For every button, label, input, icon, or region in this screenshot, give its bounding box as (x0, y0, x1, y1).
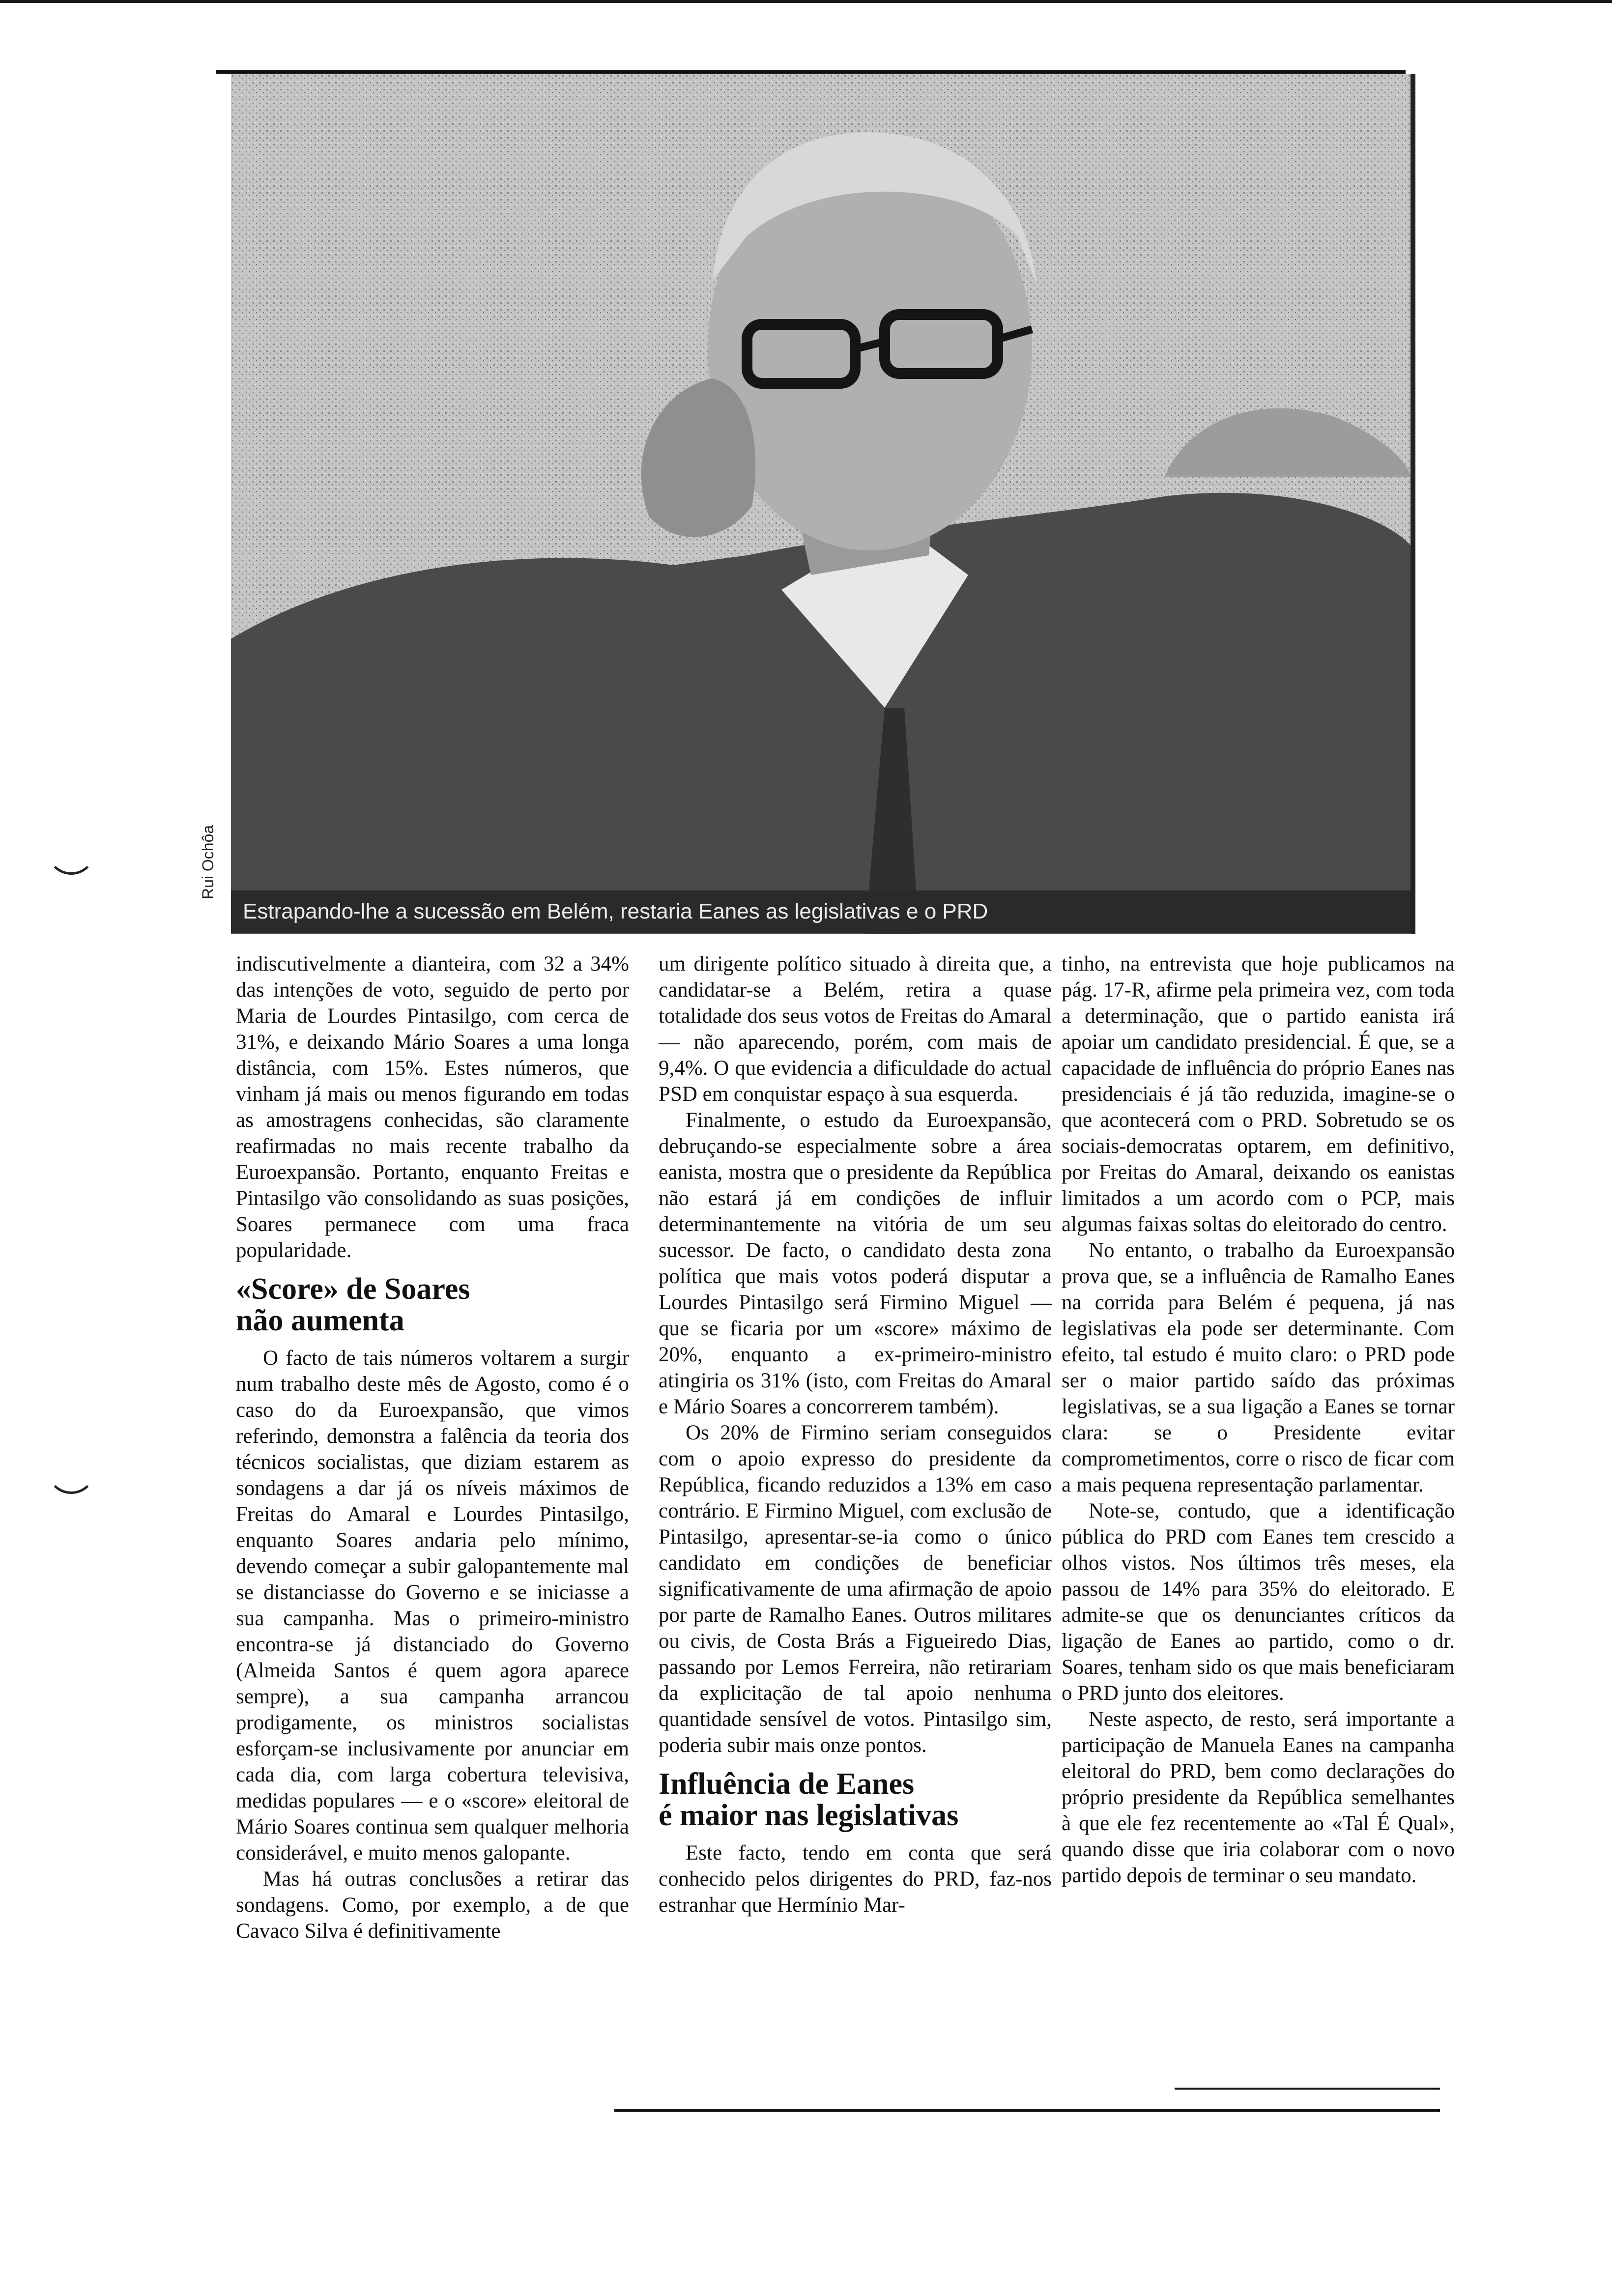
page-top-edge (0, 0, 1612, 3)
top-rule (216, 70, 1406, 74)
bottom-rule (614, 2109, 1440, 2112)
article-column-2 (659, 951, 1052, 1918)
end-rule (1175, 2088, 1440, 2090)
subheading-line: é maior nas legislativas (659, 1799, 959, 1832)
binder-hole-mark (47, 848, 96, 875)
subheading-line: Influência de Eanes (659, 1767, 915, 1801)
news-photo (231, 74, 1415, 934)
paragraph: Este facto, tendo em conta que será conhecido pelos dirigentes do PRD, faz-nos estranhar que Hermínio Mar- (659, 1841, 1052, 1917)
paragraph: Neste aspecto, de resto, será importante a participação de Manuela Eanes na campanha eleitoral do PRD, bem como declarações do próprio presidente da República semelhantes à que ele fez recentemente ao «Tal É Qual», quando disse que iria colaborar com o novo partido depois de terminar o seu mandato. (1062, 1708, 1455, 1887)
portrait-figure (231, 74, 1410, 934)
paragraph: indiscutivelmente a dianteira, com 32 a 34% das intenções de voto, seguido de perto por Maria de Lourdes Pintasilgo, com cerca de 31%, e deixando Mário Soares a uma longa distância, com 15%. Estes números, que vinham já mais ou menos figurando em todas as amostragens conhecidas, são claramente reafirmadas no mais recente trabalho da Euroexpansão. Portanto, enquanto Freitas e Pintasilgo vão consolidando as suas posições, Soares permanece com uma fraca popularidade. (236, 952, 629, 1262)
subheading-score (236, 1273, 629, 1336)
article-column-3 (1062, 951, 1455, 1889)
paragraph: um dirigente político situado à direita que, a candidatar-se a Belém, retira a quase totalidade dos seus votos de Freitas do Amaral — não aparecendo, porém, com mais de 9,4%. O que evidencia a dificuldade do actual PSD em conquistar espaço à sua esquerda. (659, 952, 1052, 1106)
subheading-influencia (659, 1768, 1052, 1831)
paragraph: No entanto, o trabalho da Euroexpansão prova que, se a influência de Ramalho Eanes na corrida para Belém é pequena, já nas legislativas ela pode ser determinante. Com efeito, tal estudo é muito claro: o PRD pode ser o maior partido saído das próximas legislativas, se a sua ligação a Eanes se tornar clara: se o Presidente evitar comprometimentos, corre o risco de ficar com a mais pequena representação parlamentar. (1062, 1239, 1455, 1496)
paragraph: Os 20% de Firmino seriam conseguidos com o apoio expresso do presidente da República, ficando reduzidos a 13% em caso contrário. E Firmino Miguel, com exclusão de Pintasilgo, apresentar-se-ia como o único candidato em condições de beneficiar significativamente de uma afirmação de apoio por parte de Ramalho Eanes. Outros militares ou civis, de Costa Brás a Figueiredo Dias, passando por Lemos Ferreira, não retirariam da explicitação de tal apoio nenhuma quantidade sensível de votos. Pintasilgo sim, poderia subir mais onze pontos. (659, 1421, 1052, 1757)
paragraph: Mas há outras conclusões a retirar das sondagens. Como, por exemplo, a de que Cavaco Silva é definitivamente (236, 1867, 629, 1943)
paragraph: Finalmente, o estudo da Euroexpansão, debruçando-se especialmente sobre a área eanista, mostra que o presidente da República não estará já em condições de influir determinantemente na vitória de um seu sucessor. De facto, o candidato desta zona política que mais votos poderá disputar a Lourdes Pintasilgo será Firmino Miguel — que se ficaria por um «score» máximo de 20%, enquanto a ex-primeiro-ministro atingiria os 31% (isto, com Freitas do Amaral e Mário Soares a concorrerem também). (659, 1109, 1052, 1418)
article-column-1 (236, 951, 629, 1944)
photo-caption: Estrapando-lhe a sucessão em Belém, restaria Eanes as legislativas e o PRD (231, 890, 1410, 933)
paragraph: Note-se, contudo, que a identificação pública do PRD com Eanes tem crescido a olhos vistos. Nos últimos três meses, ela passou de 14% para 35% do eleitorado. E admite-se que os denunciantes críticos da ligação de Eanes ao partido, como o dr. Soares, tenham sido os que mais beneficiaram o PRD junto dos eleitores. (1062, 1499, 1455, 1705)
subheading-line: «Score» de Soares (236, 1272, 470, 1306)
subheading-line: não aumenta (236, 1304, 404, 1337)
paragraph: O facto de tais números voltarem a surgir num trabalho deste mês de Agosto, como é o caso do da Euroexpansão, que vimos referindo, demonstra a falência da teoria dos técnicos socialistas, que diziam estarem as sondagens a dar já os níveis máximos de Freitas do Amaral e Lourdes Pintasilgo, enquanto Soares andaria pelo mínimo, devendo começar a subir galopantemente mal se distanciasse do Governo e se iniciasse a sua campanha. Mas o primeiro-ministro encontra-se já distanciado do Governo (Almeida Santos é quem agora aparece sempre), a sua campanha arrancou prodigamente, os ministros socialistas esforçam-se inclusivamente por anunciar em cada dia, com larga cobertura televisiva, medidas populares — e o «score» eleitoral de Mário Soares continua sem qualquer melhoria considerável, e muito menos galopante. (236, 1347, 629, 1865)
photo-credit: Rui Ochôa (199, 825, 217, 899)
binder-hole-mark (47, 1467, 96, 1494)
paragraph: tinho, na entrevista que hoje publicamos na pág. 17-R, afirme pela primeira vez, com toda a determinação, que o partido eanista irá apoiar um candidato presidencial. É que, se a capacidade de influência do próprio Eanes nas presidenciais é já tão reduzida, imagine-se o que acontecerá com o PRD. Sobretudo se os sociais-democratas optarem, em definitivo, por Freitas do Amaral, deixando os eanistas limitados a um acordo com o PCP, mais algumas faixas soltas do eleitorado do centro. (1062, 952, 1455, 1236)
